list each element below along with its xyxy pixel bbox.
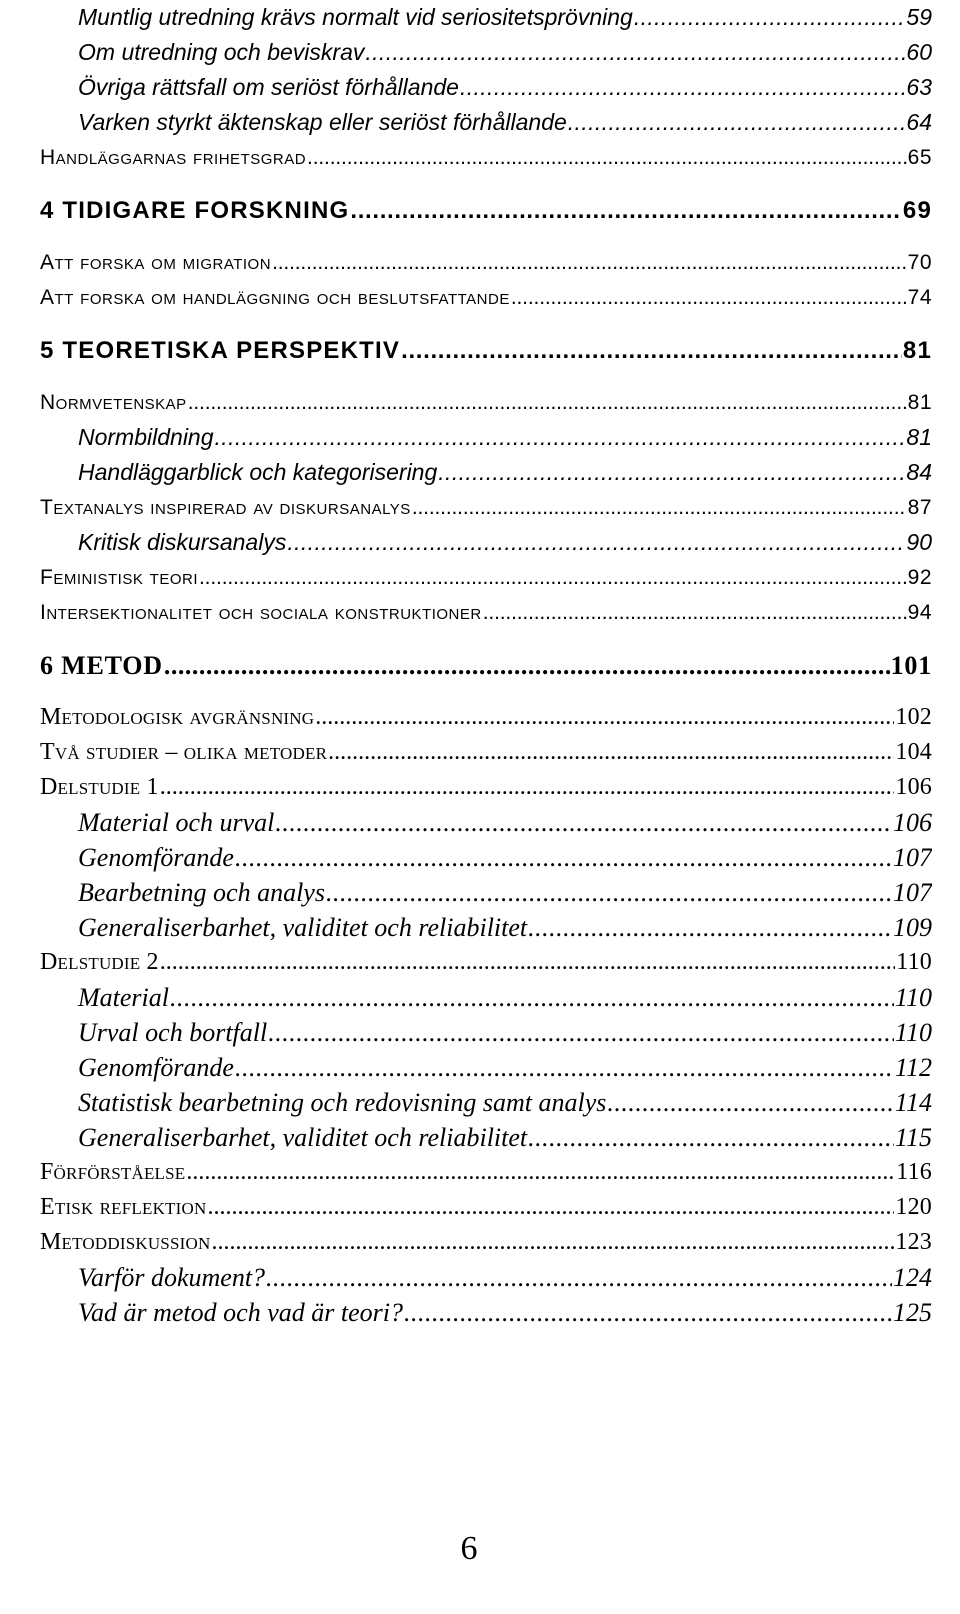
toc-entry-title: Övriga rättsfall om seriöst förhållande	[78, 74, 459, 100]
toc-entry-page: 69	[902, 197, 932, 224]
toc-entry-page: 92	[907, 566, 932, 589]
toc-entry-title: Textanalys inspirerad av diskursanalys	[40, 496, 411, 519]
toc-entry-title: Material	[78, 983, 169, 1012]
toc-entry-page: 101	[890, 651, 932, 680]
toc-entry-level-3	[40, 1120, 932, 1155]
toc-entry-title: Varken styrkt äktenskap eller seriöst förhållande	[78, 109, 567, 135]
toc-entry-page: 65	[907, 146, 932, 169]
dot-leader	[186, 1155, 895, 1190]
toc-entry-title: Handläggarblick och kategorisering	[78, 459, 438, 485]
toc-entry-level-3	[40, 1260, 932, 1295]
toc-entry-level-3	[40, 420, 932, 455]
toc-entry-level-3	[40, 980, 932, 1015]
toc-entry-level-3	[40, 875, 932, 910]
toc-entry-level-2	[40, 1155, 932, 1190]
toc-entry-level-2	[40, 1225, 932, 1260]
dot-leader	[235, 1050, 894, 1085]
dot-leader	[401, 333, 902, 368]
dot-leader	[607, 1085, 894, 1120]
dot-leader	[365, 35, 905, 70]
dot-leader	[211, 1225, 894, 1260]
toc-entry-page: 123	[895, 1229, 932, 1255]
toc-entry-level-2	[40, 385, 932, 420]
dot-leader	[275, 805, 892, 840]
toc-entry-page: 81	[906, 424, 932, 450]
toc-entry-level-3	[40, 70, 932, 105]
toc-entry-title: Två studier – olika metoder	[40, 739, 328, 765]
toc-entry-page: 107	[893, 878, 932, 907]
toc-entry-title: Generaliserbarhet, validitet och reliabilitet	[78, 1123, 528, 1152]
dot-leader	[188, 385, 907, 420]
toc-entry-page: 106	[893, 808, 932, 837]
toc-entry-level-3	[40, 1085, 932, 1120]
dot-leader	[272, 245, 907, 280]
toc-entry-level-3	[40, 840, 932, 875]
toc-entry-title: Feministisk teori	[40, 566, 199, 589]
dot-leader	[199, 560, 907, 595]
toc-entry-page: 81	[907, 391, 932, 414]
toc-entry-title: Att forska om handläggning och beslutsfattande	[40, 286, 510, 309]
dot-leader	[326, 875, 892, 910]
toc-entry-title: 6 METOD	[40, 651, 163, 680]
toc-entry-page: 110	[896, 949, 932, 975]
toc-entry-level-3	[40, 525, 932, 560]
toc-entry-level-3	[40, 35, 932, 70]
dot-leader	[483, 595, 907, 630]
toc-entry-page: 114	[894, 1088, 932, 1117]
toc-entry-page: 106	[895, 774, 932, 800]
dot-leader	[235, 840, 892, 875]
toc-entry-level-1	[40, 333, 932, 368]
dot-leader	[568, 105, 906, 140]
toc-entry-page: 90	[906, 529, 932, 555]
toc-entry-title: Normvetenskap	[40, 391, 187, 414]
toc-entry-title: Metoddiskussion	[40, 1229, 211, 1255]
toc-entry-level-2	[40, 700, 932, 735]
toc-entry-level-2	[40, 595, 932, 630]
toc-entry-page: 94	[907, 601, 932, 624]
toc-entry-title: Att forska om migration	[40, 251, 272, 274]
toc-entry-level-2	[40, 770, 932, 805]
toc-entry-title: 5 TEORETISKA PERSPEKTIV	[40, 337, 401, 364]
toc-entry-title: Varför dokument?	[78, 1263, 266, 1292]
toc-entry-level-3	[40, 1050, 932, 1085]
toc-entry-title: Kritisk diskursanalys	[78, 529, 287, 555]
toc-entry-page: 74	[907, 286, 932, 309]
toc-entry-page: 124	[893, 1263, 932, 1292]
dot-leader	[215, 420, 906, 455]
toc-entry-page: 59	[906, 4, 932, 30]
toc-entry-page: 112	[894, 1053, 932, 1082]
table-of-contents	[40, 0, 932, 1330]
toc-entry-title: Statistisk bearbetning och redovisning samt analys	[78, 1088, 607, 1117]
toc-entry-level-2	[40, 140, 932, 175]
toc-entry-page: 64	[906, 109, 932, 135]
toc-entry-level-2	[40, 245, 932, 280]
toc-entry-title: Metodologisk avgränsning	[40, 704, 315, 730]
toc-entry-title: Vad är metod och vad är teori?	[78, 1298, 403, 1327]
toc-entry-level-3	[40, 1295, 932, 1330]
dot-leader	[268, 1015, 894, 1050]
toc-entry-level-3	[40, 0, 932, 35]
dot-leader	[528, 910, 892, 945]
toc-entry-level-3	[40, 805, 932, 840]
toc-entry-level-3	[40, 1015, 932, 1050]
toc-entry-page: 63	[906, 74, 932, 100]
toc-entry-page: 107	[893, 843, 932, 872]
toc-entry-title: 4 TIDIGARE FORSKNING	[40, 197, 350, 224]
dot-leader	[460, 70, 905, 105]
toc-entry-title: Handläggarnas frihetsgrad	[40, 146, 307, 169]
toc-entry-page: 110	[894, 983, 932, 1012]
toc-entry-title: Generaliserbarhet, validitet och reliabilitet	[78, 913, 528, 942]
toc-entry-title: Intersektionalitet och sociala konstruktioner	[40, 601, 482, 624]
toc-entry-level-1	[40, 648, 932, 683]
dot-leader	[164, 648, 890, 683]
dot-leader	[170, 980, 894, 1015]
dot-leader	[207, 1190, 894, 1225]
toc-entry-page: 81	[902, 337, 932, 364]
dot-leader	[160, 770, 895, 805]
toc-entry-title: Genomförande	[78, 1053, 234, 1082]
dot-leader	[634, 0, 906, 35]
toc-entry-page: 84	[906, 459, 932, 485]
dot-leader	[328, 735, 894, 770]
dot-leader	[404, 1295, 892, 1330]
dot-leader	[287, 525, 905, 560]
toc-entry-title: Delstudie 1	[40, 774, 159, 800]
toc-entry-level-2	[40, 945, 932, 980]
page-number: 6	[460, 1530, 478, 1567]
dot-leader	[528, 1120, 894, 1155]
toc-entry-page: 87	[907, 496, 932, 519]
toc-entry-level-2	[40, 735, 932, 770]
toc-entry-page: 102	[895, 704, 932, 730]
toc-entry-page: 109	[893, 913, 932, 942]
toc-entry-page: 104	[895, 739, 932, 765]
toc-entry-level-1	[40, 193, 932, 228]
dot-leader	[412, 490, 907, 525]
dot-leader	[307, 140, 907, 175]
toc-entry-title: Bearbetning och analys	[78, 878, 325, 907]
toc-entry-title: Material och urval	[78, 808, 275, 837]
toc-entry-title: Muntlig utredning krävs normalt vid seriositetsprövning	[78, 4, 633, 30]
toc-entry-title: Genomförande	[78, 843, 234, 872]
toc-entry-page: 110	[894, 1018, 932, 1047]
toc-entry-level-3	[40, 105, 932, 140]
toc-entry-title: Etisk reflektion	[40, 1194, 207, 1220]
toc-entry-level-3	[40, 455, 932, 490]
toc-entry-title: Normbildning	[78, 424, 214, 450]
toc-entry-title: Förförståelse	[40, 1159, 186, 1185]
toc-entry-level-2	[40, 490, 932, 525]
dot-leader	[266, 1260, 892, 1295]
toc-entry-title: Delstudie 2	[40, 949, 159, 975]
toc-entry-page: 125	[893, 1298, 932, 1327]
toc-entry-page: 70	[907, 251, 932, 274]
toc-entry-page: 115	[894, 1123, 932, 1152]
dot-leader	[438, 455, 905, 490]
toc-entry-page: 60	[906, 39, 932, 65]
dot-leader	[315, 700, 894, 735]
dot-leader	[511, 280, 907, 315]
toc-entry-level-2	[40, 560, 932, 595]
toc-entry-title: Urval och bortfall	[78, 1018, 268, 1047]
toc-entry-level-2	[40, 1190, 932, 1225]
dot-leader	[160, 945, 896, 980]
toc-entry-page: 120	[895, 1194, 932, 1220]
toc-entry-level-2	[40, 280, 932, 315]
dot-leader	[350, 193, 902, 228]
toc-entry-page: 116	[896, 1159, 932, 1185]
toc-entry-title: Om utredning och beviskrav	[78, 39, 365, 65]
toc-entry-level-3	[40, 910, 932, 945]
